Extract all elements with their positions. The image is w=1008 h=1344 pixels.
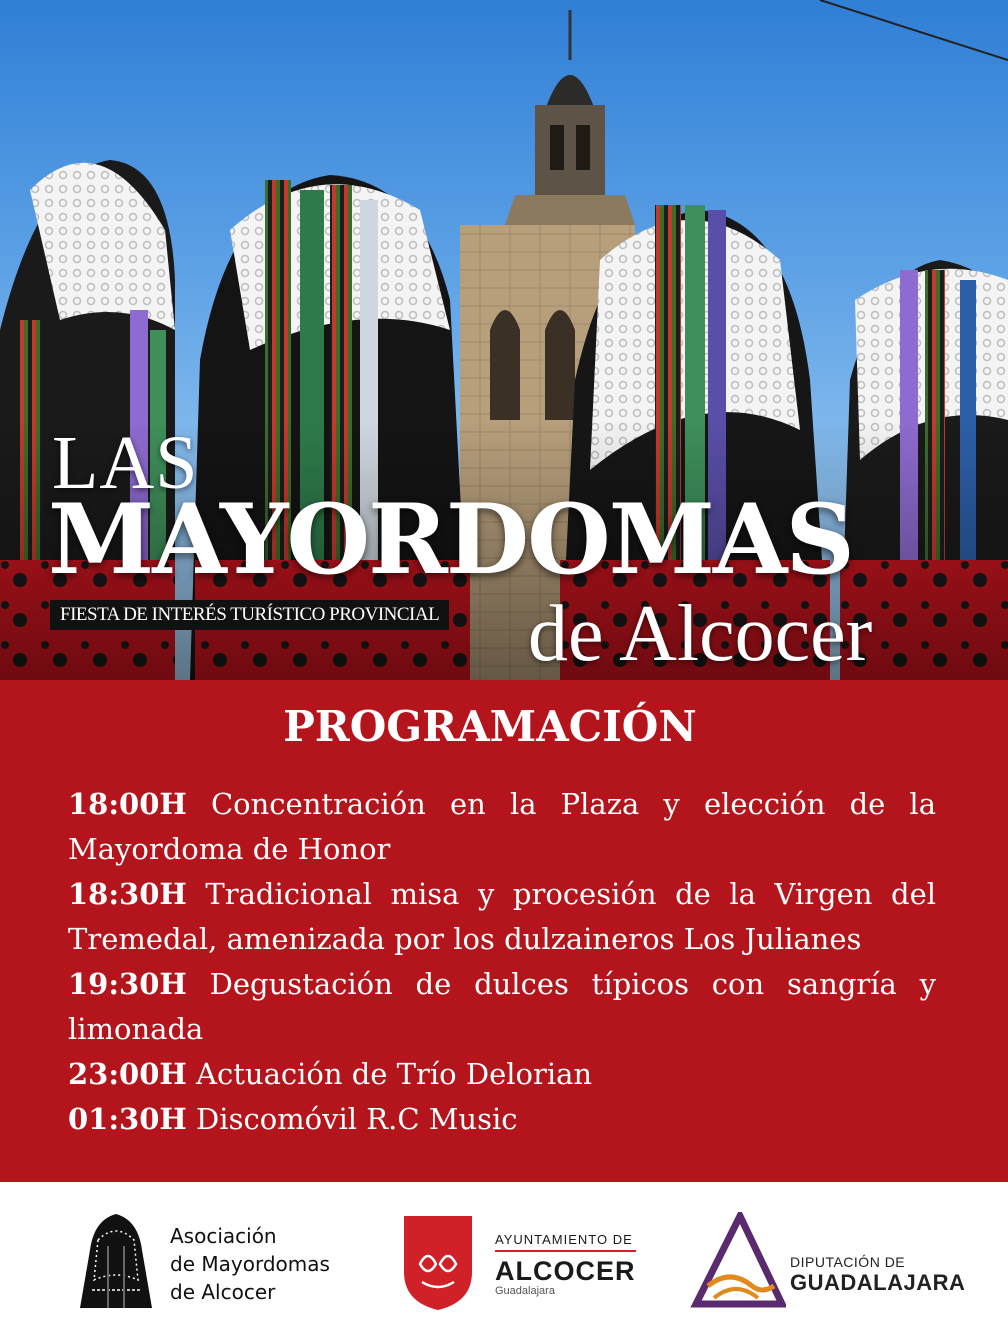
schedule-text: Tradicional misa y procesión de la Virgen del Tremedal, amenizada por los dulzaineros Los Julianes — [68, 877, 937, 956]
asociacion-name — [170, 1222, 330, 1306]
power-line — [820, 0, 1008, 60]
tagline-badge: FIESTA DE INTERÉS TURÍSTICO PROVINCIAL — [50, 600, 449, 630]
schedule-item — [68, 782, 936, 872]
title-de-alcocer: de Alcocer — [528, 590, 873, 678]
schedule-item — [68, 1052, 936, 1097]
asociacion-line: de Alcocer — [170, 1280, 276, 1304]
program-heading: PROGRAMACIÓN — [283, 702, 697, 751]
title-mayordomas: MAYORDOMAS — [48, 483, 853, 596]
asociacion-line: Asociación — [170, 1224, 277, 1248]
diputacion-name — [790, 1254, 965, 1296]
ayuntamiento-label: AYUNTAMIENTO DE — [495, 1232, 636, 1252]
diputacion-label: DIPUTACIÓN DE — [790, 1254, 906, 1270]
schedule-item — [68, 962, 936, 1052]
asociacion-logo-icon — [78, 1210, 154, 1310]
schedule-list — [68, 782, 936, 1142]
schedule-item — [68, 872, 936, 962]
schedule-item — [68, 1097, 936, 1142]
schedule-text: Actuación de Trío Delorian — [196, 1057, 593, 1091]
ayuntamiento-province: Guadalajara — [495, 1285, 555, 1297]
title-las: LAS — [52, 421, 199, 505]
schedule-text: Degustación de dulces típicos con sangría y limonada — [68, 967, 936, 1046]
sponsor-footer — [0, 1182, 1008, 1344]
schedule-text: Discomóvil R.C Music — [196, 1102, 518, 1136]
ayuntamiento-name — [495, 1232, 636, 1297]
schedule-time: 19:30H — [68, 967, 187, 1001]
schedule-text: Concentración en la Plaza y elección de la Mayordoma de Honor — [68, 787, 936, 866]
schedule-time: 18:30H — [68, 877, 187, 911]
ayuntamiento-town: ALCOCER — [495, 1256, 636, 1286]
ayuntamiento-shield-icon — [400, 1212, 476, 1312]
asociacion-line: de Mayordomas — [170, 1252, 330, 1276]
schedule-time: 23:00H — [68, 1057, 187, 1091]
diputacion-province: GUADALAJARA — [790, 1270, 966, 1295]
schedule-time: 01:30H — [68, 1102, 187, 1136]
schedule-time: 18:00H — [68, 787, 187, 821]
diputacion-logo-icon — [690, 1212, 786, 1312]
program-section — [0, 680, 1008, 1182]
